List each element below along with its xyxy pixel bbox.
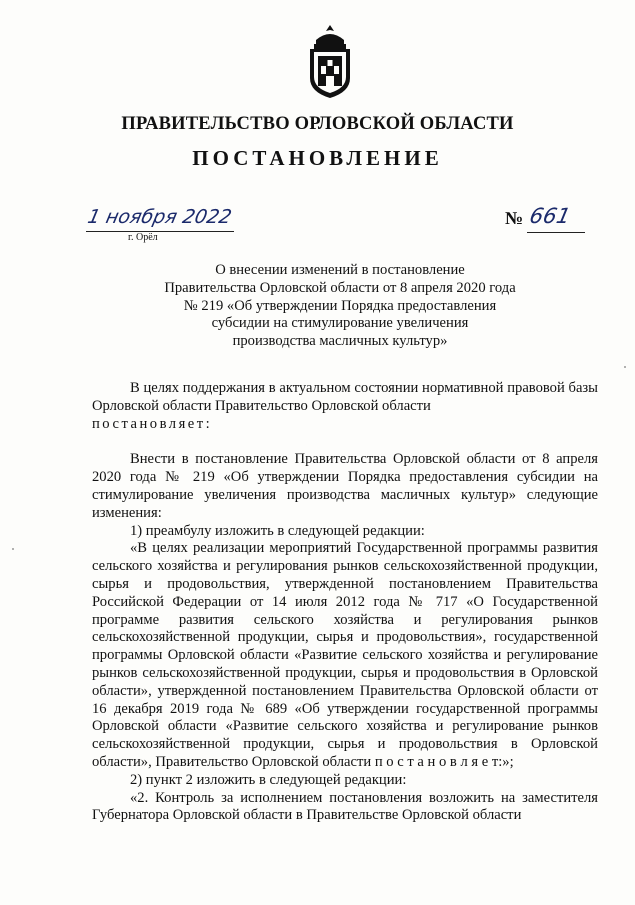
item-1-resolves: п о с т а н о в л я е т:»;: [374, 753, 514, 770]
item-1-text: «В целях реализации мероприятий Государственной программы развития сельского хозяйства и регулирования рынков сельскохозяйственной продукции, сырья и продовольствия, утвержденной постановлением Правительства Российской Федерации от 14 июля 2012 года № 717 «О Государственной программе развития сельского хозяйства и регулирования рынков сельскохозяйственной продукции, сырья и продовольствия», государственной программы Орловской области «Развитие сельского хозяйства и регулирование рынков сельскохозяйственной продукции, сырья и продовольствия в Орловской области», утвержденной постановлением Правительства Орловской области от 16 декабря 2019 года № 689 «Об утверждении государственной программы Орловской области «Развитие сельского хозяйства и регулирование рынков сельскохозяйственной продукции, сырья и продовольствия в Орловской области», Правительство Орловской области: [92, 540, 598, 770]
intro-paragraph: Внести в постановление Правительства Орловской области от 8 апреля 2020 года № 219 «Об утверждении Порядка предоставления субсидии на стимулирование увеличения производства масличных культур» следующие изменения:: [92, 451, 598, 521]
document-body: [92, 380, 598, 825]
subject-line: производства масличных культур»: [232, 333, 448, 350]
item-2-paragraph: «2. Контроль за исполнением постановления возложить на заместителя Губернатора Орловской области в Правительстве Орловской области: [92, 789, 598, 824]
document-type-title: ПОСТАНОВЛЕНИЕ: [192, 146, 443, 170]
coat-of-arms-emblem: [300, 22, 360, 100]
item-1-heading: 1) преамбулу изложить в следующей редакции:: [130, 522, 425, 539]
scan-speck: [12, 548, 14, 550]
resolves-word: постановляет:: [92, 415, 213, 432]
city-label: г. Орёл: [128, 232, 158, 243]
number-underline: [527, 232, 585, 233]
handwritten-date: 1 ноября 2022: [85, 206, 234, 228]
preamble-text: В целях поддержания в актуальном состоянии нормативной правовой базы Орловской области Правительство Орловской области: [92, 380, 598, 414]
scan-speck: [624, 366, 626, 368]
subject-line: № 219 «Об утверждении Порядка предоставления: [183, 297, 497, 314]
subject-line: субсидии на стимулирование увеличения: [211, 315, 469, 332]
handwritten-number: 661: [527, 204, 573, 228]
item-2-heading: 2) пункт 2 изложить в следующей редакции:: [130, 771, 407, 788]
number-label: №: [505, 208, 524, 228]
subject-line: О внесении изменений в постановление: [215, 262, 465, 278]
document-subject: [140, 262, 540, 351]
organization-title: ПРАВИТЕЛЬСТВО ОРЛОВСКОЙ ОБЛАСТИ: [121, 114, 514, 134]
preamble-paragraph: [92, 380, 598, 433]
subject-line: Правительства Орловской области от 8 апреля 2020 года: [164, 279, 516, 296]
date-underline: [86, 231, 234, 232]
item-1-paragraph: [92, 540, 598, 771]
